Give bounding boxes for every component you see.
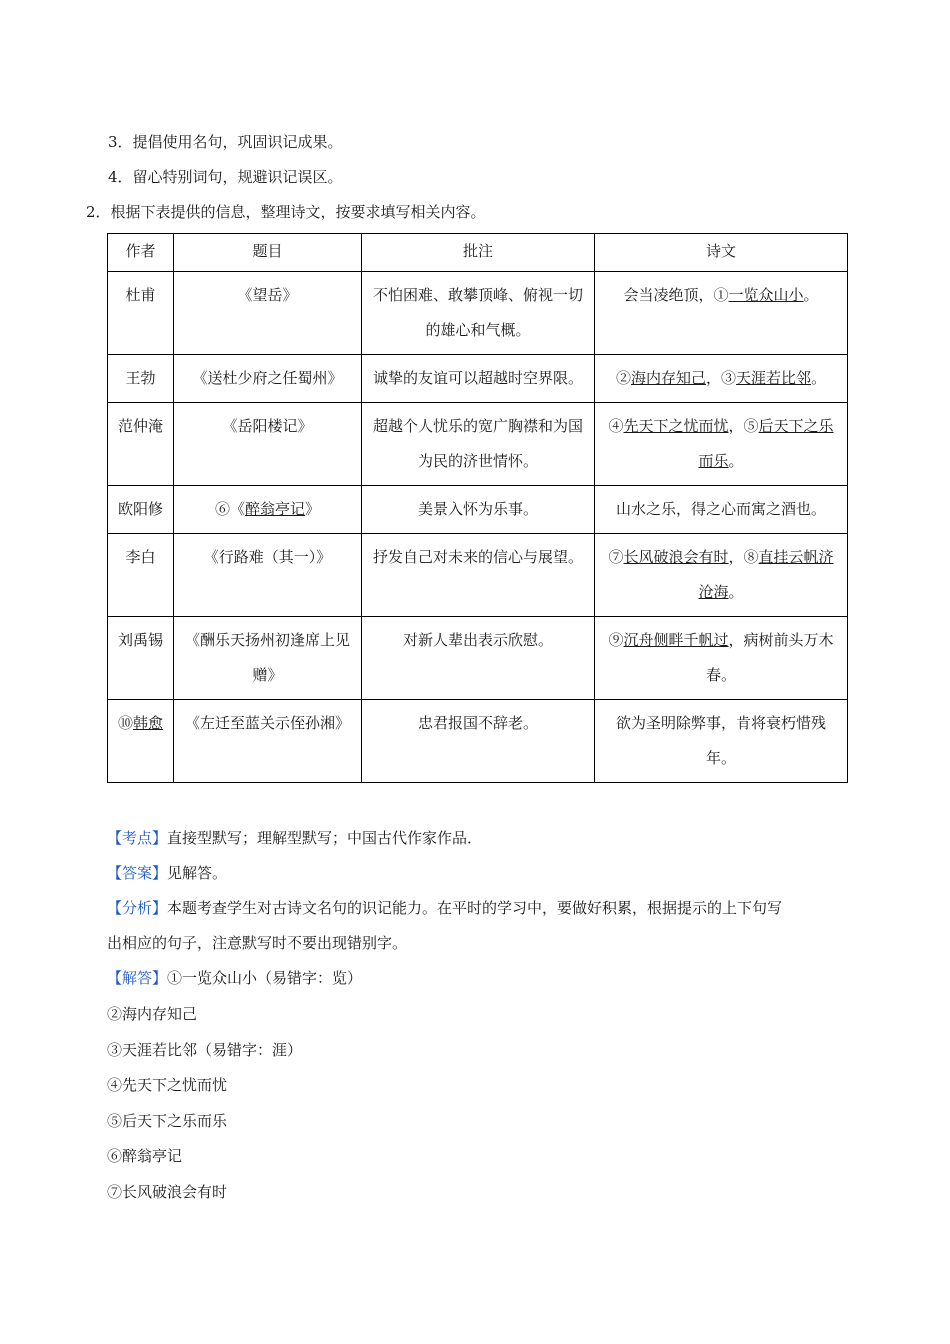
fenxi-tag: 【分析】 — [107, 899, 168, 917]
answer-item: ⑥醉翁亭记 — [107, 1147, 183, 1165]
answer-item: ③天涯若比邻（易错字：涯） — [107, 1041, 303, 1059]
kaodian-line — [107, 828, 482, 848]
poem-text: ② — [616, 369, 632, 387]
poem-text: 会当凌绝顶，① — [623, 286, 729, 304]
answer-item: ②海内存知己 — [107, 1005, 198, 1023]
cell-note: 抒发自己对未来的信心与展望。 — [361, 534, 594, 617]
fenxi-line-2: 出相应的句子，注意默写时不要出现错别字。 — [107, 934, 408, 952]
poem-fill: 沉舟侧畔千帆过 — [623, 631, 729, 649]
cell-title: 《酬乐天扬州初逢席上见赠》 — [173, 617, 361, 700]
cell-poem: 欲为圣明除弊事，肯将衰朽惜残年。 — [595, 700, 848, 783]
poem-text: ，病树前头万木春。 — [706, 631, 834, 684]
cell-note: 不怕困难、敢攀顶峰、俯视一切的雄心和气概。 — [361, 272, 594, 355]
cell-author: 刘禹锡 — [108, 617, 174, 700]
cell-note: 对新人辈出表示欣慰。 — [361, 617, 594, 700]
fenxi-text: 本题考查学生对古诗文名句的识记能力。在平时的学习中，要做好积累，根据提示的上下句写 — [167, 899, 783, 917]
cell-title: 《望岳》 — [173, 272, 361, 355]
poem-text: 。 — [811, 369, 827, 387]
title-fill: 醉翁亭记 — [244, 500, 305, 518]
kaodian-text: 直接型默写；理解型默写；中国古代作家作品． — [167, 829, 483, 847]
poem-text: ，⑧ — [728, 548, 759, 566]
cell-poem — [595, 403, 848, 486]
cell-poem — [595, 617, 848, 700]
answer-item: ④先天下之忧而忧 — [107, 1076, 228, 1094]
author-text: ⑩ — [117, 714, 133, 732]
cell-poem — [595, 534, 848, 617]
intro-item-4: 4．留心特别词句，规避识记误区。 — [108, 168, 343, 186]
cell-note: 超越个人忧乐的宽广胸襟和为国为民的济世情怀。 — [361, 403, 594, 486]
title-text: 》 — [304, 500, 320, 518]
cell-poem: 山水之乐，得之心而寓之酒也。 — [595, 486, 848, 534]
header-author: 作者 — [108, 234, 174, 272]
header-title: 题目 — [173, 234, 361, 272]
poem-fill: 一览众山小 — [728, 286, 804, 304]
cell-author: 杜甫 — [108, 272, 174, 355]
poem-text: 。 — [728, 583, 744, 601]
poem-fill: 长风破浪会有时 — [623, 548, 729, 566]
cell-title: 《左迁至蓝关示侄孙湘》 — [173, 700, 361, 783]
jieda-line — [107, 968, 362, 988]
poem-text: 。 — [803, 286, 819, 304]
intro-item-3: 3．提倡使用名句，巩固识记成果。 — [108, 133, 343, 151]
cell-poem — [595, 272, 848, 355]
cell-author: 范仲淹 — [108, 403, 174, 486]
cell-note: 美景入怀为乐事。 — [361, 486, 594, 534]
question-title: 2．根据下表提供的信息，整理诗文，按要求填写相关内容。 — [86, 203, 486, 221]
table-row — [108, 700, 848, 783]
poem-fill: 天涯若比邻 — [736, 369, 812, 387]
cell-author: 李白 — [108, 534, 174, 617]
daan-tag: 【答案】 — [107, 864, 168, 882]
answer-item: ⑤后天下之乐而乐 — [107, 1112, 228, 1130]
daan-text: 见解答。 — [167, 864, 228, 882]
header-poem: 诗文 — [595, 234, 848, 272]
poem-text: ⑨ — [608, 631, 624, 649]
answer-item: ⑦长风破浪会有时 — [107, 1183, 228, 1201]
table-row — [108, 534, 848, 617]
cell-title: 《行路难（其一）》 — [173, 534, 361, 617]
author-fill: 韩愈 — [132, 714, 163, 732]
cell-author: 王勃 — [108, 355, 174, 403]
cell-poem — [595, 355, 848, 403]
table-row — [108, 486, 848, 534]
poem-fill: 先天下之忧而忧 — [623, 417, 729, 435]
jieda-tag: 【解答】 — [107, 969, 168, 987]
fenxi-line — [107, 898, 782, 918]
cell-title: 《送杜少府之任蜀州》 — [173, 355, 361, 403]
table-row — [108, 617, 848, 700]
table-row — [108, 272, 848, 355]
poem-text: ⑦ — [608, 548, 624, 566]
table-row — [108, 403, 848, 486]
poem-fill: 直挂云帆济沧海 — [698, 548, 834, 601]
cell-title: 《岳阳楼记》 — [173, 403, 361, 486]
kaodian-tag: 【考点】 — [107, 829, 168, 847]
poem-text: ，③ — [706, 369, 737, 387]
poem-text: ，⑤ — [728, 417, 759, 435]
answer-item: ①一览众山小（易错字：览） — [167, 969, 363, 987]
poem-fill: 后天下之乐而乐 — [698, 417, 834, 470]
title-text: ⑥《 — [214, 500, 245, 518]
table-header-row — [108, 234, 848, 272]
header-note: 批注 — [361, 234, 594, 272]
cell-author — [108, 700, 174, 783]
cell-author: 欧阳修 — [108, 486, 174, 534]
daan-line — [107, 863, 227, 883]
poem-text: ④ — [608, 417, 624, 435]
cell-title — [173, 486, 361, 534]
cell-note: 诚挚的友谊可以超越时空界限。 — [361, 355, 594, 403]
poem-text: 。 — [728, 452, 744, 470]
poem-table — [107, 233, 848, 783]
cell-note: 忠君报国不辞老。 — [361, 700, 594, 783]
poem-fill: 海内存知己 — [631, 369, 707, 387]
table-row — [108, 355, 848, 403]
